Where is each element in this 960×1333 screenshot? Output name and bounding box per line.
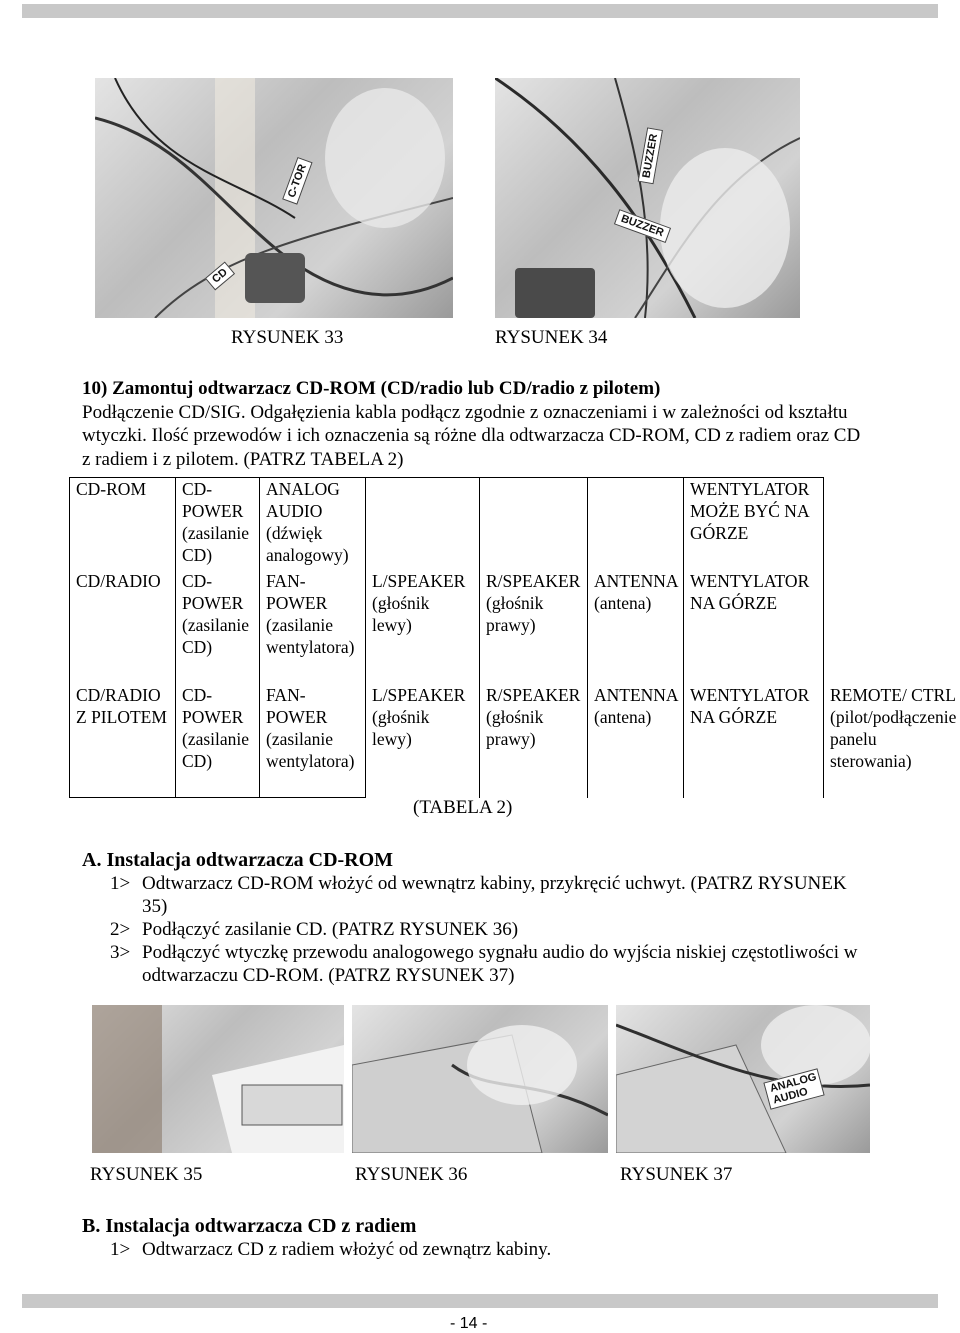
step-10-paragraph — [82, 377, 862, 471]
table-cell: WENTYLATOR NA GÓRZE — [684, 684, 824, 798]
table-cell: R/SPEAKER (głośnik prawy) — [480, 570, 588, 684]
photo-figure-34 — [495, 78, 800, 318]
wiring-illustration-33 — [95, 78, 453, 318]
cable-tag: ANALOG AUDIO — [763, 1068, 824, 1110]
figure-caption: RYSUNEK 33 — [231, 327, 343, 349]
table-cell — [366, 478, 480, 570]
install-illustration-37 — [616, 1005, 870, 1153]
section-a-title: A. Instalacja odtwarzacza CD-ROM — [82, 849, 862, 872]
figure-caption: RYSUNEK 37 — [620, 1164, 732, 1186]
list-item — [82, 941, 862, 987]
section-b-title: B. Instalacja odtwarzacza CD z radiem — [82, 1215, 862, 1238]
table-cell: CD-POWER (zasilanie CD) — [176, 478, 260, 570]
photo-figure-36 — [352, 1005, 608, 1153]
cable-tag: CD — [205, 262, 235, 291]
header-bar — [22, 4, 938, 18]
install-illustration-36 — [352, 1005, 608, 1153]
step-number: 1> — [110, 1238, 130, 1261]
table-cell — [824, 478, 960, 570]
table-cell: FAN-POWER (zasilanie wentylatora) — [260, 684, 366, 798]
table-cell: WENTYLATOR NA GÓRZE — [684, 570, 824, 684]
figure-caption: RYSUNEK 35 — [90, 1164, 202, 1186]
step-number: 1> — [110, 872, 130, 895]
table-cell: CD-POWER (zasilanie CD) — [176, 570, 260, 684]
table-cell: CD/RADIO Z PILOTEM — [70, 684, 176, 798]
list-item — [82, 1238, 862, 1261]
table-cell — [480, 478, 588, 570]
install-illustration-35 — [92, 1005, 344, 1153]
table-cell: ANTENNA (antena) — [588, 570, 684, 684]
table-cell — [824, 570, 960, 684]
section-a — [82, 849, 862, 987]
step-number: 3> — [110, 941, 130, 964]
table-cell: REMOTE/ CTRL (pilot/podłączenie panelu sterowania) — [824, 684, 960, 798]
table-cell: ANALOG AUDIO (dźwięk analogowy) — [260, 478, 366, 570]
table-cell: FAN-POWER (zasilanie wentylatora) — [260, 570, 366, 684]
step-number: 2> — [110, 918, 130, 941]
section-b — [82, 1215, 862, 1261]
table-cell: L/SPEAKER (głośnik lewy) — [366, 570, 480, 684]
photo-figure-35 — [92, 1005, 344, 1153]
list-item — [82, 872, 862, 918]
wiring-illustration-34 — [495, 78, 800, 318]
step-10-heading: 10) Zamontuj odtwarzacz CD-ROM (CD/radio lub CD/radio z pilotem) — [82, 377, 862, 401]
step-10-text: Podłączenie CD/SIG. Odgałęzienia kabla podłącz zgodnie z oznaczeniami i w zależności od kształtu wtyczki. Ilość przewodów i ich oznaczenia są różne dla odtwarzacza CD-ROM, CD z radiem oraz CD z radiem i z pilotem. (PATRZ TABELA 2) — [82, 401, 862, 472]
table-cell: CD-ROM — [70, 478, 176, 570]
figure-caption: RYSUNEK 34 — [495, 327, 607, 349]
wiring-table — [69, 477, 960, 798]
table-cell: WENTYLATOR MOŻE BYĆ NA GÓRZE — [684, 478, 824, 570]
footer-bar — [22, 1294, 938, 1308]
step-text: Podłączyć wtyczkę przewodu analogowego sygnału audio do wyjścia niskiej częstotliwości w odtwarzaczu CD-ROM. (PATRZ RYSUNEK 37) — [142, 942, 857, 986]
table-caption: (TABELA 2) — [413, 797, 512, 819]
table-cell: CD/RADIO — [70, 570, 176, 684]
photo-figure-37 — [616, 1005, 870, 1153]
page-number: - 14 - — [450, 1315, 487, 1333]
figure-caption: RYSUNEK 36 — [355, 1164, 467, 1186]
step-text: Podłączyć zasilanie CD. (PATRZ RYSUNEK 36) — [142, 919, 518, 940]
step-text: Odtwarzacz CD-ROM włożyć od wewnątrz kabiny, przykręcić uchwyt. (PATRZ RYSUNEK 35) — [142, 873, 847, 917]
table-row — [70, 478, 960, 570]
step-text: Odtwarzacz CD z radiem włożyć od zewnątrz kabiny. — [142, 1239, 551, 1260]
cable-tag: C-TOR — [282, 157, 312, 204]
table-cell: R/SPEAKER (głośnik prawy) — [480, 684, 588, 798]
table-cell: L/SPEAKER (głośnik lewy) — [366, 684, 480, 798]
table-cell: ANTENNA (antena) — [588, 684, 684, 798]
table-row — [70, 570, 960, 684]
cable-tag: BUZZER — [638, 128, 663, 185]
table-cell — [588, 478, 684, 570]
table-row — [70, 684, 960, 798]
photo-figure-33 — [95, 78, 453, 318]
list-item — [82, 918, 862, 941]
table-cell: CD-POWER (zasilanie CD) — [176, 684, 260, 798]
cable-tag: BUZZER — [614, 209, 671, 243]
